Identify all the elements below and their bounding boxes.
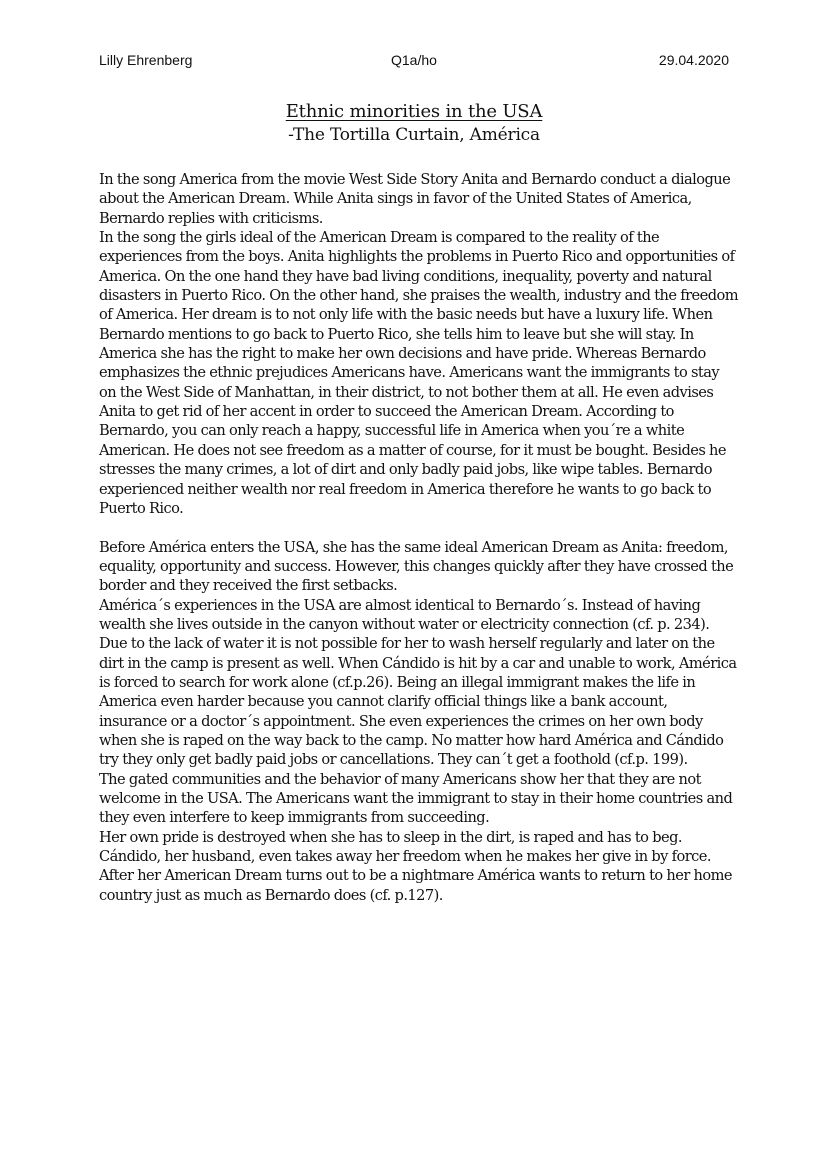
paragraph-america-experiences: América´s experiences in the USA are almost identical to Bernardo´s. Instead of having wealth she lives outside in the canyon without water or electricity connection (cf. p. 234). Due to the lack of water it is not possible for her to wash herself regularly and later on the dirt in the camp is present as well. When Cándido is hit by a car and unable to work, América is forced to search for work alone (cf.p.26). Being an illegal immigrant makes the life in America even harder because you cannot clarify official things like a bank account, insurance or a doctor´s appointment. She even experiences the crimes on her own body when she is raped on the way back to the camp. No matter how hard América and Cándido try they only get badly paid jobs or cancellations. They can´t get a foothold (cf.p. 199). <box>99 596 737 769</box>
document-title: Ethnic minorities in the USA <box>285 101 543 122</box>
document-subtitle: -The Tortilla Curtain, América <box>288 125 540 145</box>
paragraph-america-dream: Before América enters the USA, she has the same ideal American Dream as Anita: freedom, equality, opportunity and success. However, this changes quickly after they have crossed the border and they received the first setbacks. <box>99 538 734 595</box>
page-header <box>99 52 729 70</box>
author-name: Lilly Ehrenberg <box>99 52 193 68</box>
paragraph-intro: In the song America from the movie West Side Story Anita and Bernardo conduct a dialogue about the American Dream. While Anita sings in favor of the United States of America, Bernardo replies with criticisms. <box>99 171 731 227</box>
course-code: Q1a/ho <box>391 52 437 68</box>
paragraph-gated-communities: The gated communities and the behavior of many Americans show her that they are not welcome in the USA. The Americans want the immigrant to stay in their home countries and they even interfere to keep immigrants from succeeding. <box>99 770 733 827</box>
document-date: 29.04.2020 <box>658 52 729 68</box>
title-block <box>0 100 828 146</box>
paragraph-pride: Her own pride is destroyed when she has to sleep in the dirt, is raped and has to beg. Cándido, her husband, even takes away her freedom when he makes her give in by force. After her American Dream turns out to be a nightmare América wants to return to her home country just as much as Bernardo does (cf. p.127). <box>99 828 733 904</box>
paragraph-song-analysis: In the song the girls ideal of the American Dream is compared to the reality of the experiences from the boys. Anita highlights the problems in Puerto Rico and opportunities of America. On the one hand they have bad living conditions, inequality, poverty and natural disasters in Puerto Rico. On the other hand, she praises the wealth, industry and the freedom of America. Her dream is to not only life with the basic needs but have a luxury life. When Bernardo mentions to go back to Puerto Rico, she tells him to leave but she will stay. In America she has the right to make her own decisions and have pride. Whereas Bernardo emphasizes the ethnic prejudices Americans have. Americans want the immigrants to stay on the West Side of Manhattan, in their district, to not bother them at all. He even advises Anita to get rid of her accent in order to succeed the American Dream. According to Bernardo, you can only reach a happy, successful life in America when you´re a white American. He does not see freedom as a matter of course, for it must be bought. Besides he stresses the many crimes, a lot of dirt and only badly paid jobs, like wipe tables. Bernardo experienced neither wealth nor real freedom in America therefore he wants to go back to Puerto Rico. <box>99 229 739 517</box>
essay-body <box>99 170 739 905</box>
